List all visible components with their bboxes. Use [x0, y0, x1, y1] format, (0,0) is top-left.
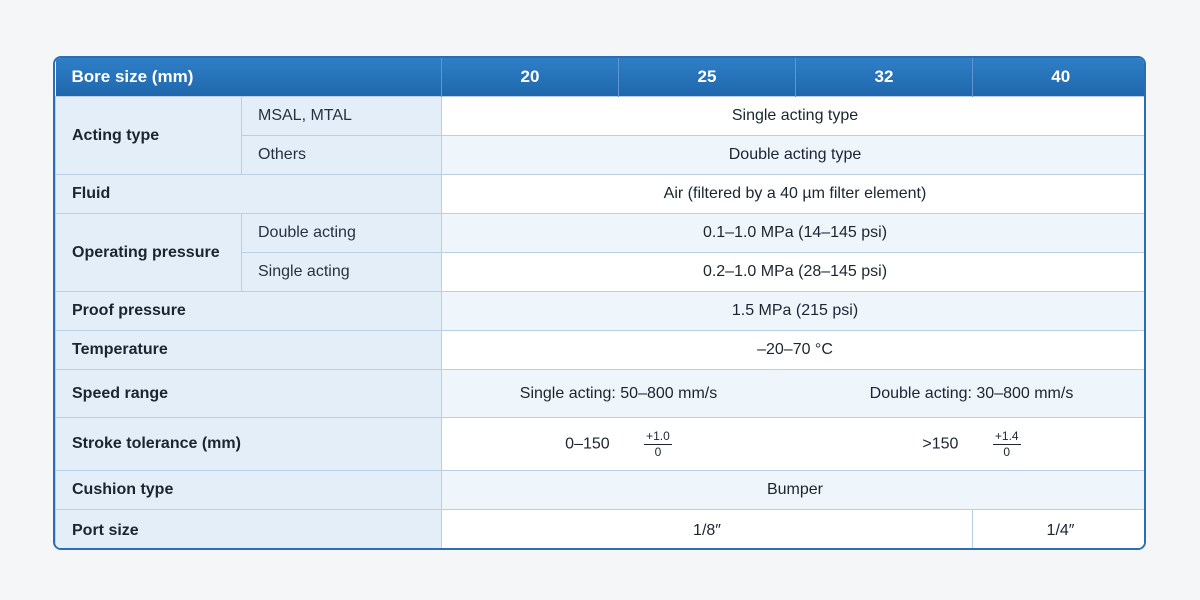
table-row [56, 370, 1147, 418]
spec-table-frame [53, 56, 1146, 550]
acting-type-single-value: Single acting type [442, 97, 1147, 136]
proof-pressure-label: Proof pressure [56, 292, 442, 331]
stroke-range-short: 0–150 [565, 435, 610, 453]
acting-type-sub-msal: MSAL, MTAL [242, 97, 442, 136]
tolerance-upper: +1.4 [994, 428, 1019, 443]
stroke-tolerance-label: Stroke tolerance (mm) [56, 418, 442, 471]
bore-size-20: 20 [442, 58, 619, 97]
acting-type-sub-others: Others [242, 136, 442, 175]
stroke-tolerance-long [795, 429, 1146, 460]
acting-type-label: Acting type [56, 97, 242, 175]
cushion-type-label: Cushion type [56, 471, 442, 510]
tolerance-fraction [644, 429, 672, 460]
bore-size-25: 25 [619, 58, 796, 97]
table-row [56, 471, 1147, 510]
proof-pressure-value: 1.5 MPa (215 psi) [442, 292, 1147, 331]
stroke-range-long: >150 [922, 435, 959, 453]
bore-size-32: 32 [796, 58, 973, 97]
speed-range-single: Single acting: 50–800 mm/s [519, 384, 718, 402]
spec-table [55, 58, 1146, 550]
table-row [56, 97, 1147, 136]
header-row [56, 58, 1147, 97]
acting-type-double-value: Double acting type [442, 136, 1147, 175]
temperature-value: –20–70 °C [442, 331, 1147, 370]
table-row [56, 331, 1147, 370]
speed-range-label: Speed range [56, 370, 442, 418]
table-row [56, 418, 1147, 471]
table-row [56, 214, 1147, 253]
stroke-tolerance-value [442, 418, 1147, 471]
bore-size-header: Bore size (mm) [56, 58, 442, 97]
cushion-type-value: Bumper [442, 471, 1147, 510]
table-row [56, 175, 1147, 214]
operating-pressure-single-value: 0.2–1.0 MPa (28–145 psi) [442, 253, 1147, 292]
operating-pressure-label: Operating pressure [56, 214, 242, 292]
temperature-label: Temperature [56, 331, 442, 370]
bore-size-40: 40 [973, 58, 1147, 97]
fluid-label: Fluid [56, 175, 442, 214]
speed-range-value [442, 370, 1147, 418]
table-row [56, 292, 1147, 331]
tolerance-lower: 0 [1003, 444, 1011, 459]
speed-range-double: Double acting: 30–800 mm/s [869, 384, 1074, 402]
fluid-value: Air (filtered by a 40 µm filter element) [442, 175, 1147, 214]
tolerance-lower: 0 [654, 444, 662, 459]
port-size-label: Port size [56, 510, 442, 551]
port-size-small-value: 1/8″ [442, 510, 973, 551]
table-row [56, 510, 1147, 551]
operating-pressure-sub-double: Double acting [242, 214, 442, 253]
port-size-large-value: 1/4″ [973, 510, 1147, 551]
tolerance-upper: +1.0 [646, 428, 670, 443]
stroke-tolerance-short [442, 429, 795, 460]
operating-pressure-double-value: 0.1–1.0 MPa (14–145 psi) [442, 214, 1147, 253]
operating-pressure-sub-single: Single acting [242, 253, 442, 292]
tolerance-fraction [993, 429, 1021, 460]
